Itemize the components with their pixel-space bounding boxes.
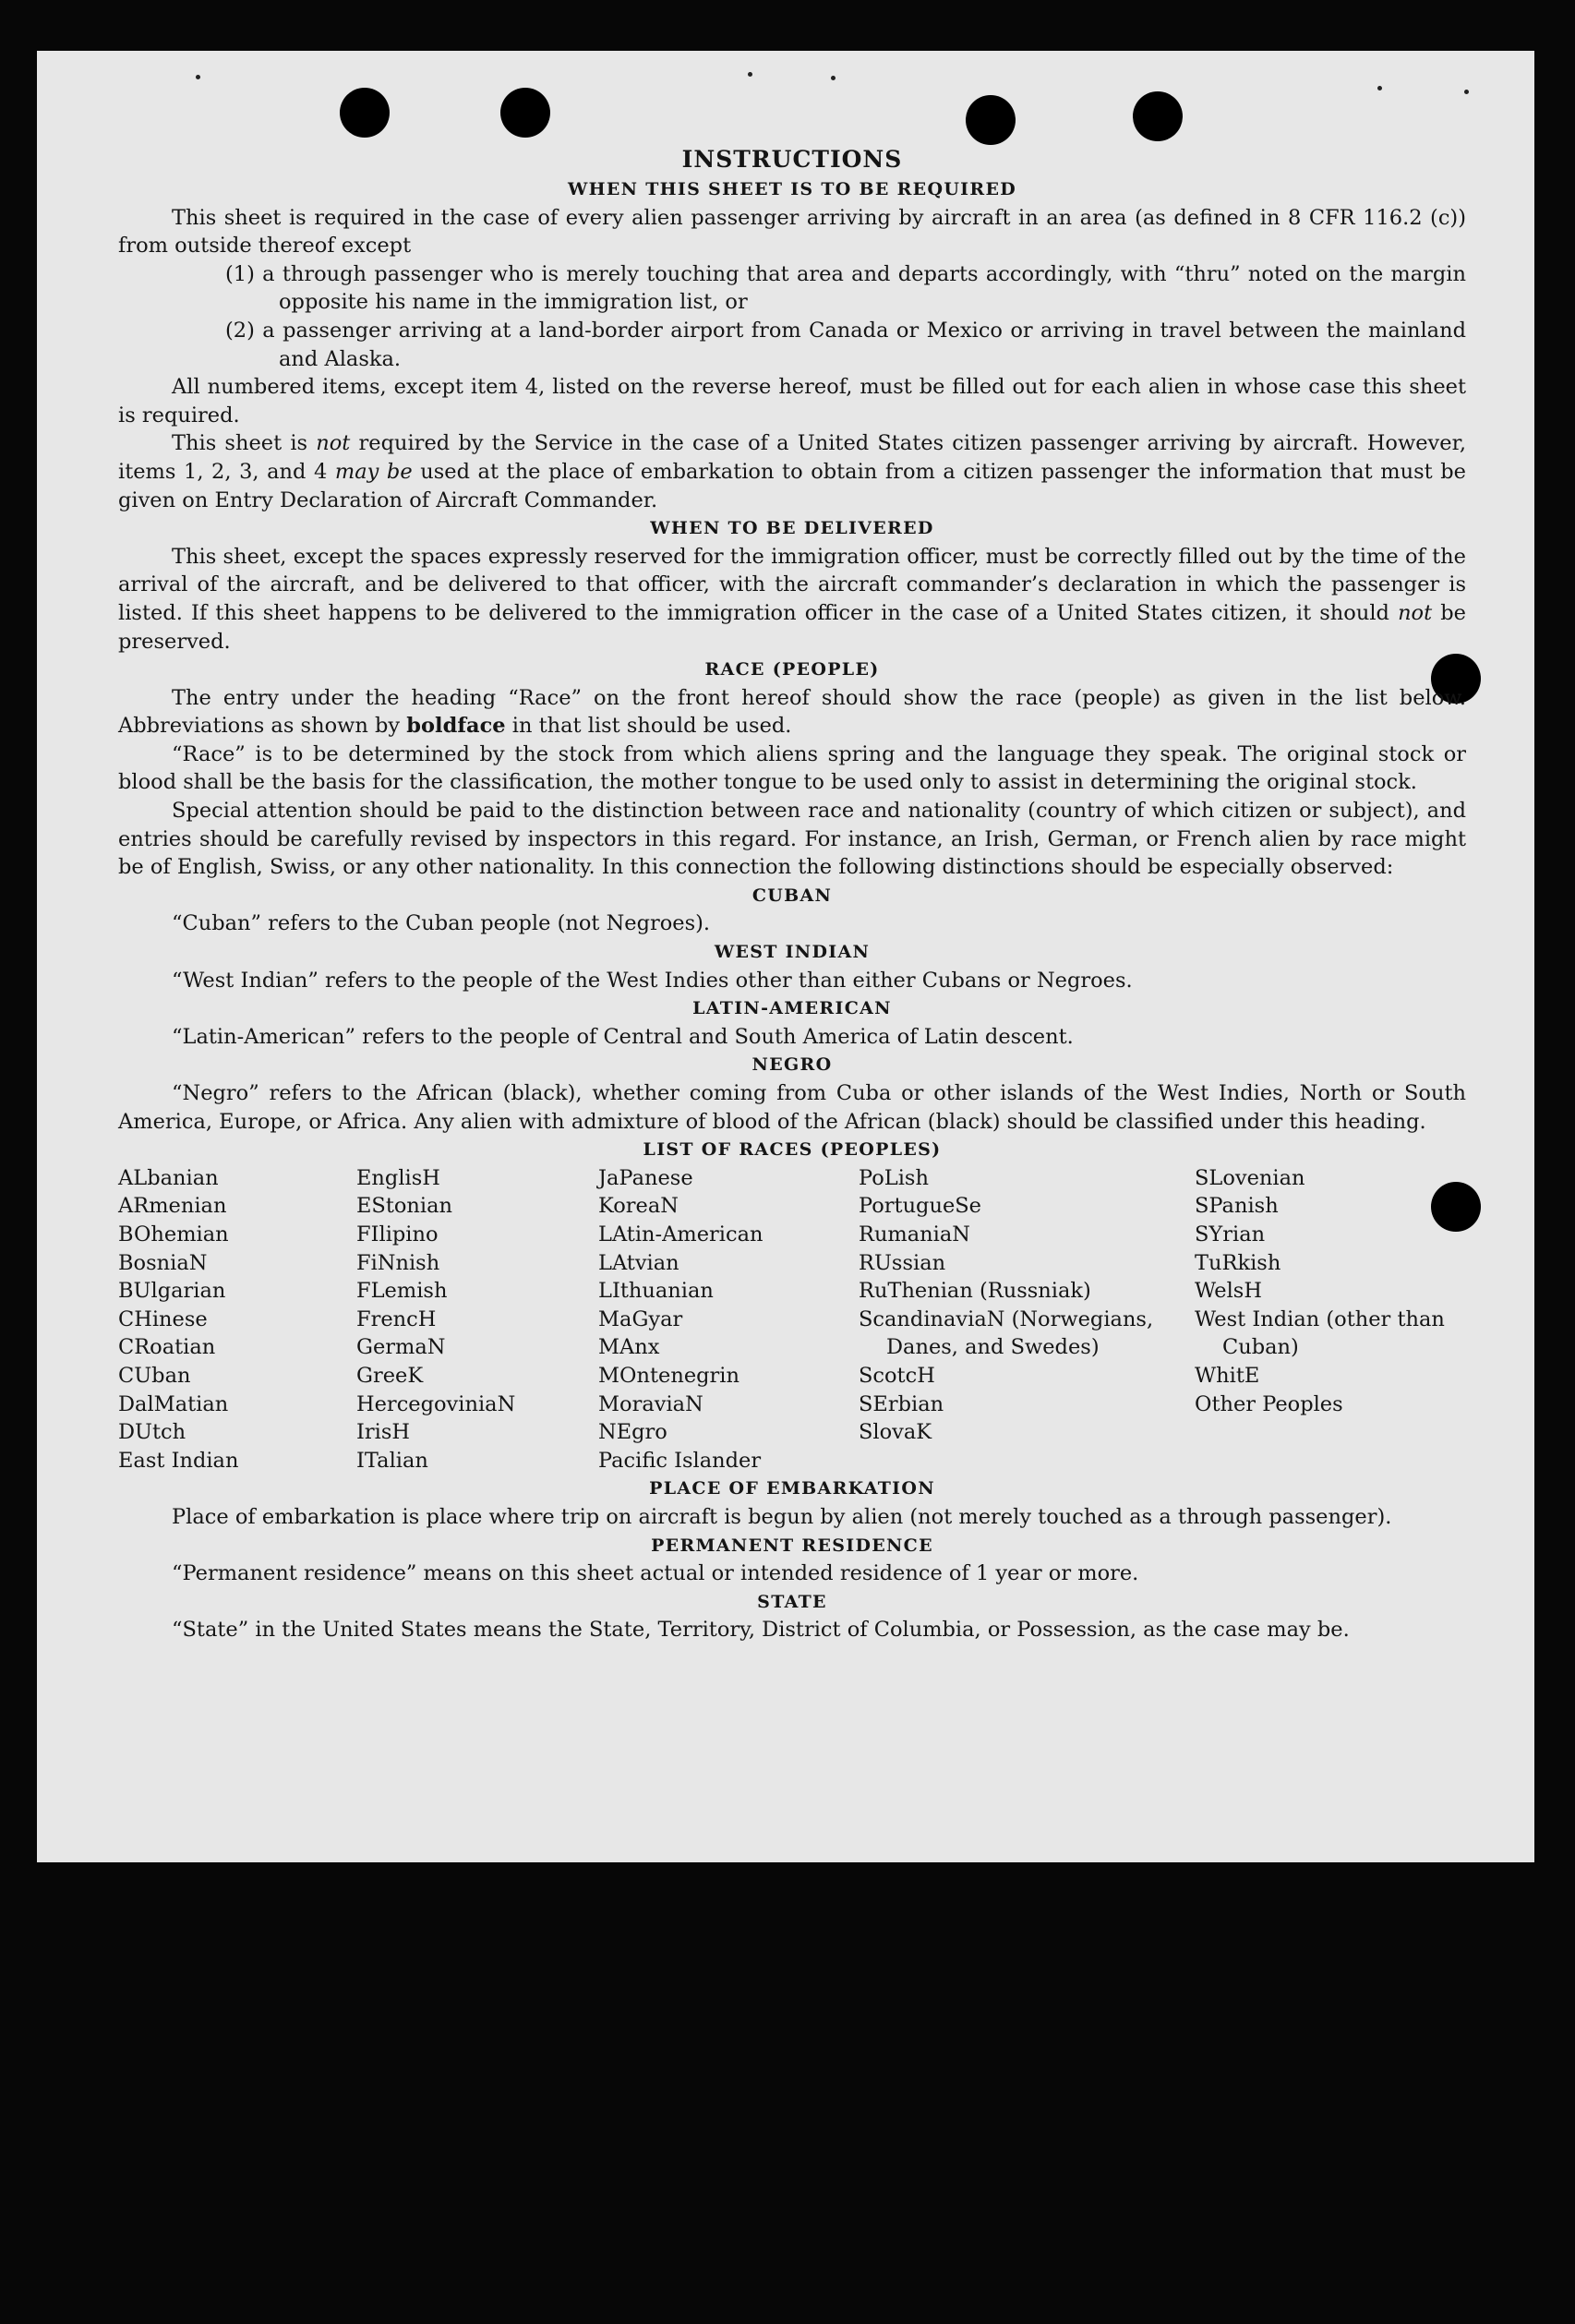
punch-hole <box>500 88 550 138</box>
speck <box>831 76 836 80</box>
paragraph: “Latin-American” refers to the people of Central and South America of Latin descent. <box>172 1024 1074 1049</box>
race-item: TuRkish <box>1195 1250 1281 1275</box>
race-item: IrisH <box>356 1420 411 1445</box>
race-item: BOhemian <box>118 1222 229 1246</box>
race-item: FiNnish <box>356 1250 440 1275</box>
race-item: MOntenegrin <box>598 1363 739 1388</box>
race-item: West Indian (other than Cuban) <box>1195 1306 1445 1360</box>
section-title: RACE (PEOPLE) <box>704 659 880 680</box>
race-item: HercegoviniaN <box>356 1391 516 1416</box>
race-item: NEgro <box>598 1420 667 1445</box>
race-item: LAtvian <box>598 1250 679 1275</box>
section-title: WHEN THIS SHEET IS TO BE REQUIRED <box>567 179 1017 199</box>
race-item: SYrian <box>1195 1222 1266 1246</box>
race-item: CRoatian <box>118 1335 216 1360</box>
race-item: LAtin-American <box>598 1222 763 1246</box>
paragraph: “Permanent residence” means on this sheet actual or intended residence of 1 year or more. <box>172 1561 1139 1586</box>
race-item: JaPanese <box>598 1165 693 1190</box>
race-item: DalMatian <box>118 1391 229 1416</box>
paragraph: Special attention should be paid to the distinction between race and nationality (country of which citizen or subject), and entries should be carefully revised by inspectors in this regard. For instance, an Irish, German, or French alien by race might be of English, Swiss, or any other nationality. In this connection the following distinctions should be especially observed: <box>118 799 1466 880</box>
paragraph: All numbered items, except item 4, listed on the reverse hereof, must be filled out for each alien in whose case this sheet is required. <box>118 375 1466 427</box>
instructions-text <box>118 144 1466 1644</box>
race-item: GermaN <box>356 1335 446 1360</box>
list-item: (2) a passenger arriving at a land-border airport from Canada or Mexico or arriving in travel between the mainland and Alaska. <box>225 318 1466 371</box>
race-item: BosniaN <box>118 1250 208 1275</box>
race-column <box>1195 1164 1466 1475</box>
race-item: SPanish <box>1195 1194 1279 1219</box>
section-title: WHEN TO BE DELIVERED <box>650 518 934 539</box>
race-column <box>859 1164 1195 1475</box>
paragraph: “Race” is to be determined by the stock from which aliens spring and the language they speak. The original stock or blood shall be the basis for the classification, the mother tongue to be used only to assist in determining the original stock. <box>118 741 1466 795</box>
race-item: GreeK <box>356 1363 424 1388</box>
race-item: FrencH <box>356 1306 437 1331</box>
race-item: MAnx <box>598 1335 660 1360</box>
race-item: ITalian <box>356 1448 428 1473</box>
race-item: PortugueSe <box>859 1194 982 1219</box>
race-item: CUban <box>118 1363 191 1388</box>
race-item: ScotcH <box>859 1363 935 1388</box>
section-title: NEGRO <box>751 1054 833 1076</box>
race-item: ARmenian <box>118 1194 227 1219</box>
paragraph: “State” in the United States means the State, Territory, District of Columbia, or Possession, as the case may be. <box>172 1618 1350 1643</box>
race-item: KoreaN <box>598 1194 679 1219</box>
paragraph: “Negro” refers to the African (black), whether coming from Cuba or other islands of the West Indies, North or South America, Europe, or Africa. Any alien with admixture of blood of the African (black) should be classified under this heading. <box>118 1081 1466 1134</box>
race-item: LIthuanian <box>598 1279 714 1304</box>
race-item: WelsH <box>1195 1279 1262 1304</box>
race-item: PoLish <box>859 1165 929 1190</box>
document-page <box>37 51 1534 1862</box>
race-item: East Indian <box>118 1448 239 1473</box>
race-item: SErbian <box>859 1391 944 1416</box>
race-item: SLovenian <box>1195 1165 1305 1190</box>
speck <box>196 75 200 79</box>
race-column <box>356 1164 598 1475</box>
race-item: WhitE <box>1195 1363 1260 1388</box>
speck <box>1464 90 1469 94</box>
race-column <box>598 1164 859 1475</box>
race-item: MaGyar <box>598 1306 683 1331</box>
section-title: LIST OF RACES (PEOPLES) <box>643 1139 942 1161</box>
punch-hole <box>340 88 390 138</box>
race-item: MoraviaN <box>598 1391 703 1416</box>
race-item: SlovaK <box>859 1420 932 1445</box>
section-title: PLACE OF EMBARKATION <box>649 1478 935 1499</box>
race-item: FLemish <box>356 1279 448 1304</box>
race-item: RuThenian (Russniak) <box>859 1279 1091 1304</box>
page-title: INSTRUCTIONS <box>681 146 903 173</box>
section-title: CUBAN <box>751 885 833 906</box>
punch-hole <box>1133 91 1183 141</box>
paragraph: This sheet is not required by the Service in the case of a United States citizen passenger arriving by aircraft. However, items 1, 2, 3, and 4 may be used at the place of embarkation to obtain from a citizen passenger the information that must be given on Entry Declaration of Aircraft Commander. <box>118 431 1466 512</box>
section-title: WEST INDIAN <box>714 942 871 963</box>
race-item: EnglisH <box>356 1165 440 1190</box>
race-item: FIlipino <box>356 1222 439 1246</box>
speck <box>748 72 752 77</box>
race-item: RumaniaN <box>859 1222 970 1246</box>
paragraph: The entry under the heading “Race” on the front hereof should show the race (people) as given in the list below. Abbreviations as shown by boldface in that list should be used. <box>118 685 1466 739</box>
list-item: (1) a through passenger who is merely touching that area and departs accordingly, with “thru” noted on the margin opposite his name in the immigration list, or <box>225 261 1466 315</box>
section-title: STATE <box>757 1591 827 1612</box>
race-item: ScandinaviaN (Norwegians, Danes, and Swedes) <box>859 1306 1154 1360</box>
race-item: Pacific Islander <box>598 1448 762 1473</box>
race-column <box>118 1164 356 1475</box>
race-item: RUssian <box>859 1250 946 1275</box>
race-item: BUlgarian <box>118 1279 226 1304</box>
punch-hole <box>966 95 1016 145</box>
race-item: DUtch <box>118 1420 186 1445</box>
section-title: PERMANENT RESIDENCE <box>651 1535 933 1556</box>
race-list <box>118 1164 1466 1475</box>
speck <box>1377 86 1382 90</box>
paragraph: Place of embarkation is place where trip on aircraft is begun by alien (not merely touched as a through passenger). <box>172 1504 1392 1529</box>
race-item: Other Peoples <box>1195 1391 1343 1416</box>
section-title: LATIN-AMERICAN <box>692 998 892 1019</box>
paragraph: This sheet is required in the case of every alien passenger arriving by aircraft in an area (as defined in 8 CFR 116.2 (c)) from outside thereof except <box>118 205 1466 259</box>
race-item: ALbanian <box>118 1165 219 1190</box>
paragraph: “Cuban” refers to the Cuban people (not Negroes). <box>172 911 711 936</box>
paragraph: This sheet, except the spaces expressly reserved for the immigration officer, must be correctly filled out by the time of the arrival of the aircraft, and be delivered to that officer, with the aircraft commander’s declaration in which the passenger is listed. If this sheet happens to be delivered to the immigration officer in the case of a United States citizen, it should not be preserved. <box>118 544 1466 654</box>
race-item: CHinese <box>118 1306 208 1331</box>
paragraph: “West Indian” refers to the people of the West Indies other than either Cubans or Negroes. <box>172 968 1133 993</box>
race-item: EStonian <box>356 1194 453 1219</box>
